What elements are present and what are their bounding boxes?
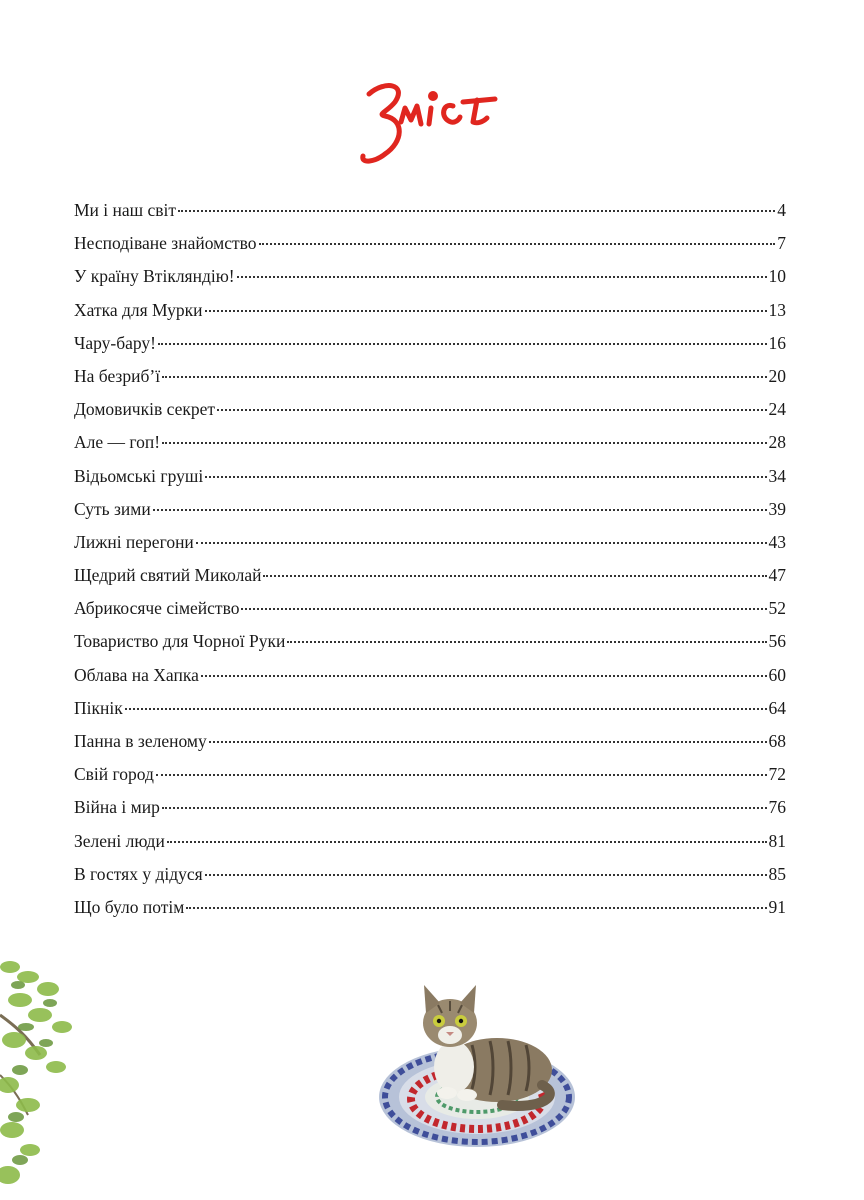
toc-entry bbox=[74, 200, 786, 233]
dot-leader bbox=[162, 807, 767, 809]
toc-entry-title: Чару-бару! bbox=[74, 332, 157, 353]
toc-entry bbox=[74, 333, 786, 366]
toc-entry-page: 64 bbox=[768, 697, 786, 718]
dot-leader bbox=[162, 442, 766, 444]
dot-leader bbox=[205, 476, 766, 478]
toc-entry-page: 43 bbox=[768, 531, 786, 552]
toc-entry-page: 39 bbox=[768, 498, 786, 519]
toc-entry-page: 47 bbox=[768, 565, 786, 586]
toc-entry-page: 60 bbox=[768, 664, 786, 685]
dot-leader bbox=[237, 276, 767, 278]
toc-entry-title: Лижні перегони bbox=[74, 531, 194, 552]
dot-leader bbox=[156, 774, 767, 776]
toc-entry-page: 10 bbox=[768, 266, 786, 287]
dot-leader bbox=[125, 708, 767, 710]
dot-leader bbox=[287, 641, 766, 643]
dot-leader bbox=[217, 409, 766, 411]
toc-entry-page: 16 bbox=[768, 332, 786, 353]
dot-leader bbox=[186, 907, 766, 909]
table-of-contents bbox=[74, 200, 786, 930]
heading-lettering bbox=[355, 72, 505, 172]
toc-entry-title: Але — гоп! bbox=[74, 432, 161, 453]
toc-entry-page: 34 bbox=[768, 465, 786, 486]
toc-entry bbox=[74, 565, 786, 598]
dot-leader bbox=[259, 243, 776, 245]
dot-leader bbox=[158, 343, 766, 345]
toc-entry-page: 56 bbox=[768, 631, 786, 652]
dot-leader bbox=[201, 675, 767, 677]
dot-leader bbox=[162, 376, 766, 378]
dot-leader bbox=[205, 874, 767, 876]
toc-entry-title: Зелені люди bbox=[74, 830, 165, 851]
toc-entry bbox=[74, 631, 786, 664]
toc-entry-page: 76 bbox=[768, 797, 786, 818]
toc-entry bbox=[74, 532, 786, 565]
toc-entry-page: 81 bbox=[768, 830, 786, 851]
toc-entry-page: 68 bbox=[768, 731, 786, 751]
page-heading bbox=[355, 72, 505, 172]
toc-entry-title: Хатка для Мурки bbox=[74, 299, 203, 320]
dot-leader bbox=[178, 210, 775, 212]
toc-entry-page: 28 bbox=[768, 432, 786, 453]
toc-entry-title: Відьомські груші bbox=[74, 465, 204, 486]
toc-entry-title: Ми і наш світ bbox=[74, 200, 177, 220]
dot-leader bbox=[167, 841, 767, 843]
toc-entry bbox=[74, 897, 786, 930]
toc-entry-page: 24 bbox=[768, 399, 786, 420]
toc-entry bbox=[74, 233, 786, 266]
dot-leader bbox=[209, 741, 767, 743]
toc-entry-page: 52 bbox=[768, 598, 786, 619]
toc-entry-title: На безриб’ї bbox=[74, 365, 161, 386]
toc-entry bbox=[74, 432, 786, 465]
dot-leader bbox=[196, 542, 767, 544]
toc-entry bbox=[74, 598, 786, 631]
toc-entry-title: Свій город bbox=[74, 764, 154, 785]
dot-leader bbox=[153, 509, 767, 511]
dot-leader bbox=[205, 310, 767, 312]
toc-entry bbox=[74, 499, 786, 532]
toc-entry-title: Несподіване знайомство bbox=[74, 233, 257, 254]
toc-entry-title: Товариство для Чорної Руки bbox=[74, 631, 286, 652]
toc-entry-title: Пікнік bbox=[74, 697, 123, 718]
toc-entry bbox=[74, 466, 786, 499]
dot-leader bbox=[241, 608, 766, 610]
cat-on-rug-illustration bbox=[372, 975, 582, 1155]
toc-entry bbox=[74, 831, 786, 864]
toc-entry bbox=[74, 764, 786, 797]
toc-entry bbox=[74, 300, 786, 333]
toc-entry bbox=[74, 797, 786, 830]
toc-entry-page: 4 bbox=[777, 200, 786, 220]
toc-entry bbox=[74, 399, 786, 432]
toc-entry-title: Суть зими bbox=[74, 498, 151, 519]
toc-entry-page: 20 bbox=[768, 365, 786, 386]
toc-entry-page: 91 bbox=[768, 896, 786, 917]
toc-entry-title: Війна і мир bbox=[74, 797, 160, 818]
toc-entry bbox=[74, 266, 786, 299]
toc-entry-page: 85 bbox=[768, 863, 786, 884]
toc-entry bbox=[74, 698, 786, 731]
toc-entry bbox=[74, 366, 786, 399]
toc-entry bbox=[74, 731, 786, 764]
toc-entry-title: В гостях у дідуся bbox=[74, 863, 203, 884]
toc-entry-title: Абрикосяче сімейство bbox=[74, 598, 240, 619]
toc-entry-title: У країну Втікляндію! bbox=[74, 266, 235, 287]
toc-entry-page: 13 bbox=[768, 299, 786, 320]
toc-entry-title: Панна в зеленому bbox=[74, 731, 207, 751]
toc-entry bbox=[74, 665, 786, 698]
toc-entry-title: Щедрий святий Миколай bbox=[74, 565, 262, 586]
toc-entry-title: Що було потім bbox=[74, 896, 185, 917]
dot-leader bbox=[263, 575, 766, 577]
toc-entry-title: Домовичків секрет bbox=[74, 399, 216, 420]
toc-entry-page: 7 bbox=[777, 233, 786, 254]
toc-entry-page: 72 bbox=[768, 764, 786, 785]
toc-entry-title: Облава на Хапка bbox=[74, 664, 199, 685]
toc-entry bbox=[74, 864, 786, 897]
tree-illustration bbox=[0, 955, 80, 1200]
